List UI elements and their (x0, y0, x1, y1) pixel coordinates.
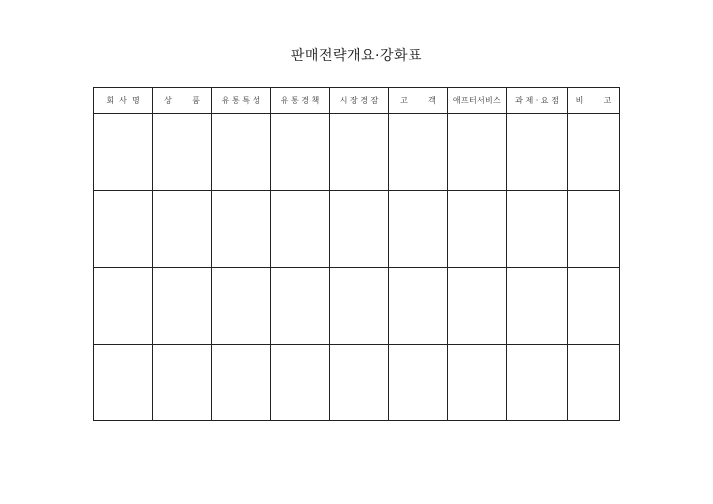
table-cell[interactable] (330, 268, 389, 345)
table-cell[interactable] (507, 268, 568, 345)
table-cell[interactable] (568, 191, 620, 268)
sales-strategy-table (93, 87, 620, 421)
col-header-product: 상 품 (153, 88, 212, 114)
table-cell[interactable] (568, 268, 620, 345)
table-cell[interactable] (389, 345, 448, 421)
table-cell[interactable] (271, 345, 330, 421)
table-cell[interactable] (448, 268, 507, 345)
table-row (94, 268, 620, 345)
table-cell[interactable] (94, 114, 153, 191)
table-cell[interactable] (153, 114, 212, 191)
col-header-distribution-traits: 유 통 특 성 (212, 88, 271, 114)
col-header-distribution-policy: 유 통 경 책 (271, 88, 330, 114)
table-cell[interactable] (389, 191, 448, 268)
table-cell[interactable] (389, 268, 448, 345)
col-header-company: 회 사 명 (94, 88, 153, 114)
table-cell[interactable] (212, 191, 271, 268)
table-cell[interactable] (94, 345, 153, 421)
table-cell[interactable] (448, 345, 507, 421)
table-cell[interactable] (507, 191, 568, 268)
table-cell[interactable] (271, 114, 330, 191)
col-header-remarks: 비 고 (568, 88, 620, 114)
table-cell[interactable] (271, 191, 330, 268)
header-row (94, 88, 620, 114)
table-cell[interactable] (94, 191, 153, 268)
table-cell[interactable] (507, 114, 568, 191)
table-cell[interactable] (448, 191, 507, 268)
table-row (94, 114, 620, 191)
table-cell[interactable] (153, 191, 212, 268)
table-cell[interactable] (330, 191, 389, 268)
table-cell[interactable] (94, 268, 153, 345)
table-cell[interactable] (271, 268, 330, 345)
table-cell[interactable] (389, 114, 448, 191)
table-cell[interactable] (153, 268, 212, 345)
table-cell[interactable] (153, 345, 212, 421)
table-row (94, 345, 620, 421)
table-cell[interactable] (507, 345, 568, 421)
table-cell[interactable] (568, 114, 620, 191)
col-header-after-service: 애프터서비스 (448, 88, 507, 114)
table-cell[interactable] (330, 345, 389, 421)
table-cell[interactable] (212, 345, 271, 421)
table-cell[interactable] (448, 114, 507, 191)
page-title: 판매전략개요·강화표 (290, 48, 423, 64)
col-header-tasks-points: 과 제 · 요 점 (507, 88, 568, 114)
table-cell[interactable] (330, 114, 389, 191)
table-cell[interactable] (568, 345, 620, 421)
col-header-customer: 고 객 (389, 88, 448, 114)
table-row (94, 191, 620, 268)
col-header-market-competition: 시 장 경 잠 (330, 88, 389, 114)
table-cell[interactable] (212, 268, 271, 345)
table-cell[interactable] (212, 114, 271, 191)
